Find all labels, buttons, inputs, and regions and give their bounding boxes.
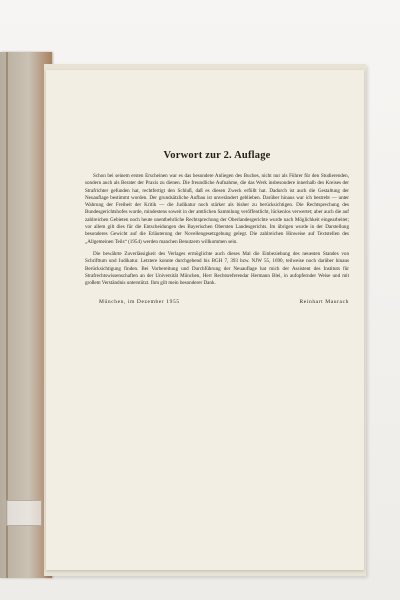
preface-title: Vorwort zur 2. Auflage [163,150,271,161]
signature-row [85,299,349,305]
author-name: Reinhart Maurach [299,299,349,306]
preface-paragraph-2: Die bewährte Zuverlässigkeit des Verlages ermöglichte auch dieses Mal die Einbeziehung des neuesten Standes von Schrifttum und Judikatur. Letztere konnte durchgehend bis BGH 7, 393 bzw. NJW 55, 1690, teilweise noch darüber hinaus Berücksichtigung finden. Bei Vorbereitung und Durchführung der Neuauflage hat mich der Assistent des Instituts für Strafrechtswissenschaften an der Universität München, Herr Rechtsreferendar Hermann Blei, in aufopfernder Weise und mit großem Verständnis unterstützt. Ihm gilt mein besonderer Dank. [85,250,349,287]
place-date: München, im Dezember 1955 [99,299,180,306]
page-text-block [85,150,349,305]
book-page [46,70,364,570]
cover-label [6,500,42,526]
preface-paragraph-1: Schon bei seinem ersten Erscheinen war es das besondere Anliegen des Buches, nicht nur als Führer für den Studierenden, sondern auch als Berater der Praxis zu dienen. Die freundliche Aufnahme, die das Werk insbesondere innerhalb des Kreises der Strafrichter gefunden hat, rechtfertigt den Schluß, daß es diesen Zweck erfüllt hat. Dadurch ist auch die Gestaltung der Neuauflage bestimmt worden. Der grundsätzliche Aufbau ist unverändert geblieben. Darüber hinaus war ich bestrebt — unter Wahrung der Freiheit der Kritik — die Judikatur noch stärker als bisher zu berücksichtigen. Die Rechtsprechung des Bundesgerichtshofes wurde, mindestens soweit in der amtlichen Sammlung veröffentlicht, lückenlos verwertet; aber auch die auf zahlreichen Gebieten noch heute unentbehrliche Rechtsprechung der Oberlandesgerichte wurde nach Möglichkeit eingearbeitet; vor allem gilt dies für die Entscheidungen des Bayerischen Obersten Landesgerichts. Im übrigen wurde in der Darstellung besonderes Gewicht auf die Erläuterung der Novellengesetzgebung gelegt. Die zahlreichen Hinweise auf Textstellen des „Allgemeinen Teils“ (1954) werden manchen Benutzern willkommen sein. [85,173,349,245]
